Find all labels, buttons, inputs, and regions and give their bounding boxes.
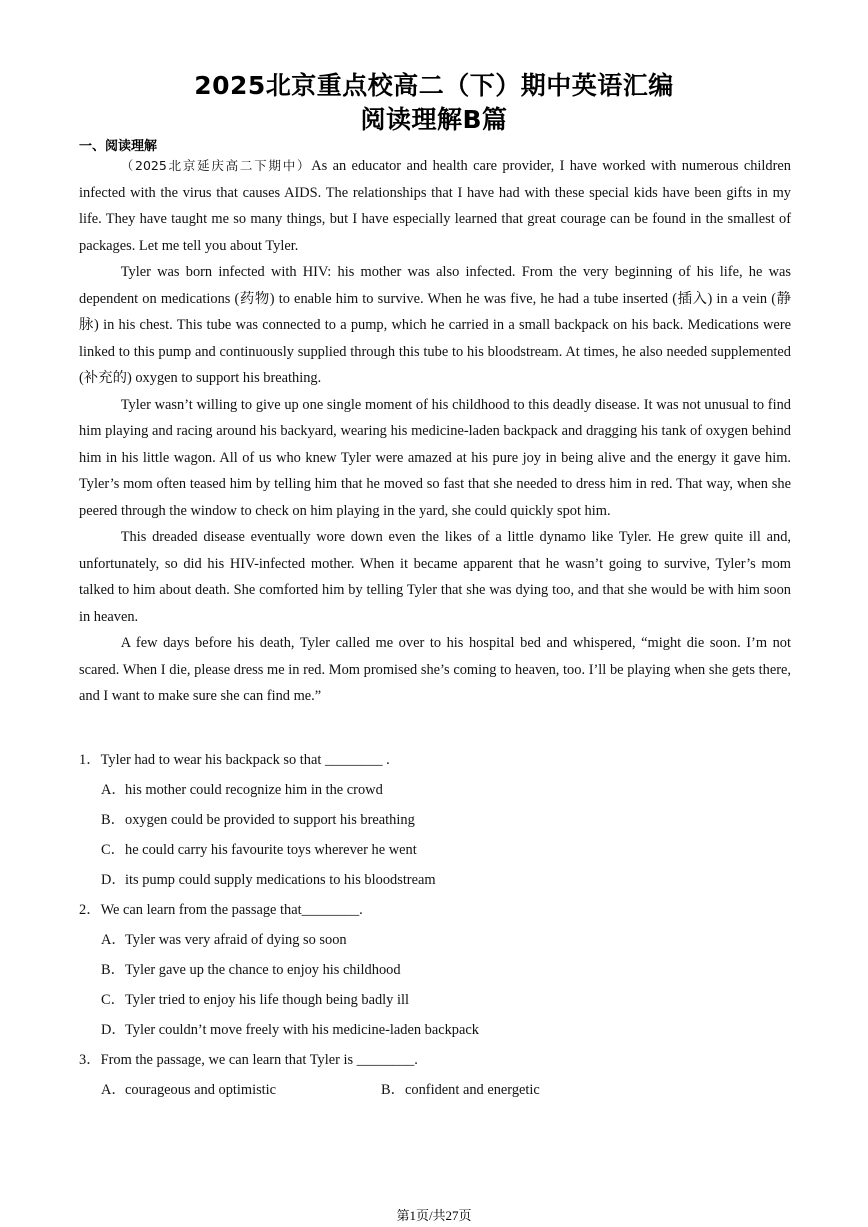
- option-text: confident and energetic: [405, 1082, 540, 1098]
- question-list: [79, 746, 791, 1106]
- page-number: 第1页/共27页: [396, 1208, 472, 1223]
- option-letter: A．: [101, 932, 126, 948]
- passage-paragraph: This dreaded disease eventually wore down even the likes of a little dynamo like Tyler. He grew quite ill and, unfortunately, so did his HIV-infected mother. When it became apparent that he wasn’t going to survive, Tyler’s mom talked to him about death. She comforted him by telling Tyler that she was dying too, and that she would be with him soon in heaven.: [79, 529, 791, 625]
- reading-passage: [79, 153, 791, 710]
- option-text: Tyler was very afraid of dying so soon: [125, 932, 347, 948]
- answer-option: [79, 986, 791, 1016]
- option-letter: A．: [101, 782, 126, 798]
- option-letter: B．: [381, 1082, 405, 1098]
- passage-paragraph: [79, 153, 791, 259]
- passage-paragraph: A few days before his death, Tyler called me over to his hospital bed and whispered, “might die soon. I’m not scared. When I die, please dress me in red. Mom promised she’s coming to heaven, too. I’ll be playing when she gets there, and I want to make sure she can find me.”: [79, 635, 791, 704]
- answer-option: [381, 1076, 661, 1106]
- passage-paragraph: Tyler was born infected with HIV: his mother was also infected. From the very beginning of his life, he was dependent on medications (药物) to enable him to survive. When he was five, he had a tube inserted (插入) in a vein (静脉) in his chest. This tube was connected to a pump, which he carried in a small backpack on his back. Medications were linked to this pump and continuously supplied through this tube to his bloodstream. At times, he also needed supplemented (补充的) oxygen to support his breathing.: [79, 264, 791, 386]
- option-letter: D．: [101, 1022, 126, 1038]
- answer-option: [79, 806, 791, 836]
- option-letter: B．: [101, 812, 125, 828]
- answer-option: [79, 1016, 791, 1046]
- document-title: 2025北京重点校高二（下）期中英语汇编: [194, 71, 674, 100]
- option-letter: C．: [101, 842, 125, 858]
- option-text: he could carry his favourite toys wherever he went: [125, 842, 417, 858]
- document-subtitle: 阅读理解B篇: [360, 105, 508, 134]
- option-text: Tyler couldn’t move freely with his medicine-laden backpack: [125, 1022, 479, 1038]
- answer-option: [79, 956, 791, 986]
- option-letter: D．: [101, 872, 126, 888]
- option-letter: B．: [101, 962, 125, 978]
- option-letter: C．: [101, 992, 125, 1008]
- question-stem: 3．From the passage, we can learn that Tyler is ________.: [79, 1052, 418, 1068]
- section-heading: 一、阅读理解: [79, 139, 158, 154]
- answer-option: [101, 1076, 381, 1106]
- passage-source: （2025北京延庆高二下期中）: [120, 158, 312, 173]
- option-text: oxygen could be provided to support his breathing: [125, 812, 415, 828]
- passage-paragraph: Tyler wasn’t willing to give up one single moment of his childhood to this deadly disease. It was not unusual to find him playing and racing around his backyard, wearing his medicine-laden backpack and dragging his tank of oxygen behind him in his little wagon. All of us who knew Tyler were amazed at his pure joy in being alive and the energy it gave him. Tyler’s mom often teased him by telling him that he moved so fast that she needed to dress him in red. That way, when she peered through the window to check on him playing in the yard, she could quickly spot him.: [79, 396, 791, 519]
- answer-option: [79, 866, 791, 896]
- answer-option: [79, 836, 791, 866]
- answer-option-row: [79, 1076, 791, 1106]
- option-letter: A．: [101, 1082, 126, 1098]
- option-text: its pump could supply medications to his bloodstream: [125, 872, 436, 888]
- option-text: his mother could recognize him in the crowd: [125, 782, 383, 798]
- answer-option: [79, 776, 791, 806]
- question-stem: 2．We can learn from the passage that________.: [79, 902, 363, 918]
- paragraph-text: As an educator and health care provider, I have worked with numerous children infected with the virus that causes AIDS. The relationships that I have had with these special kids have been gifts in my life. They have taught me so many things, but I have especially learned that great courage can be found in the smallest of packages. Let me tell you about Tyler.: [79, 158, 791, 254]
- option-text: courageous and optimistic: [125, 1082, 277, 1098]
- option-text: Tyler gave up the chance to enjoy his childhood: [125, 962, 401, 978]
- question-stem: 1．Tyler had to wear his backpack so that ________ .: [79, 752, 390, 768]
- answer-option: [79, 926, 791, 956]
- option-text: Tyler tried to enjoy his life though being badly ill: [125, 992, 409, 1008]
